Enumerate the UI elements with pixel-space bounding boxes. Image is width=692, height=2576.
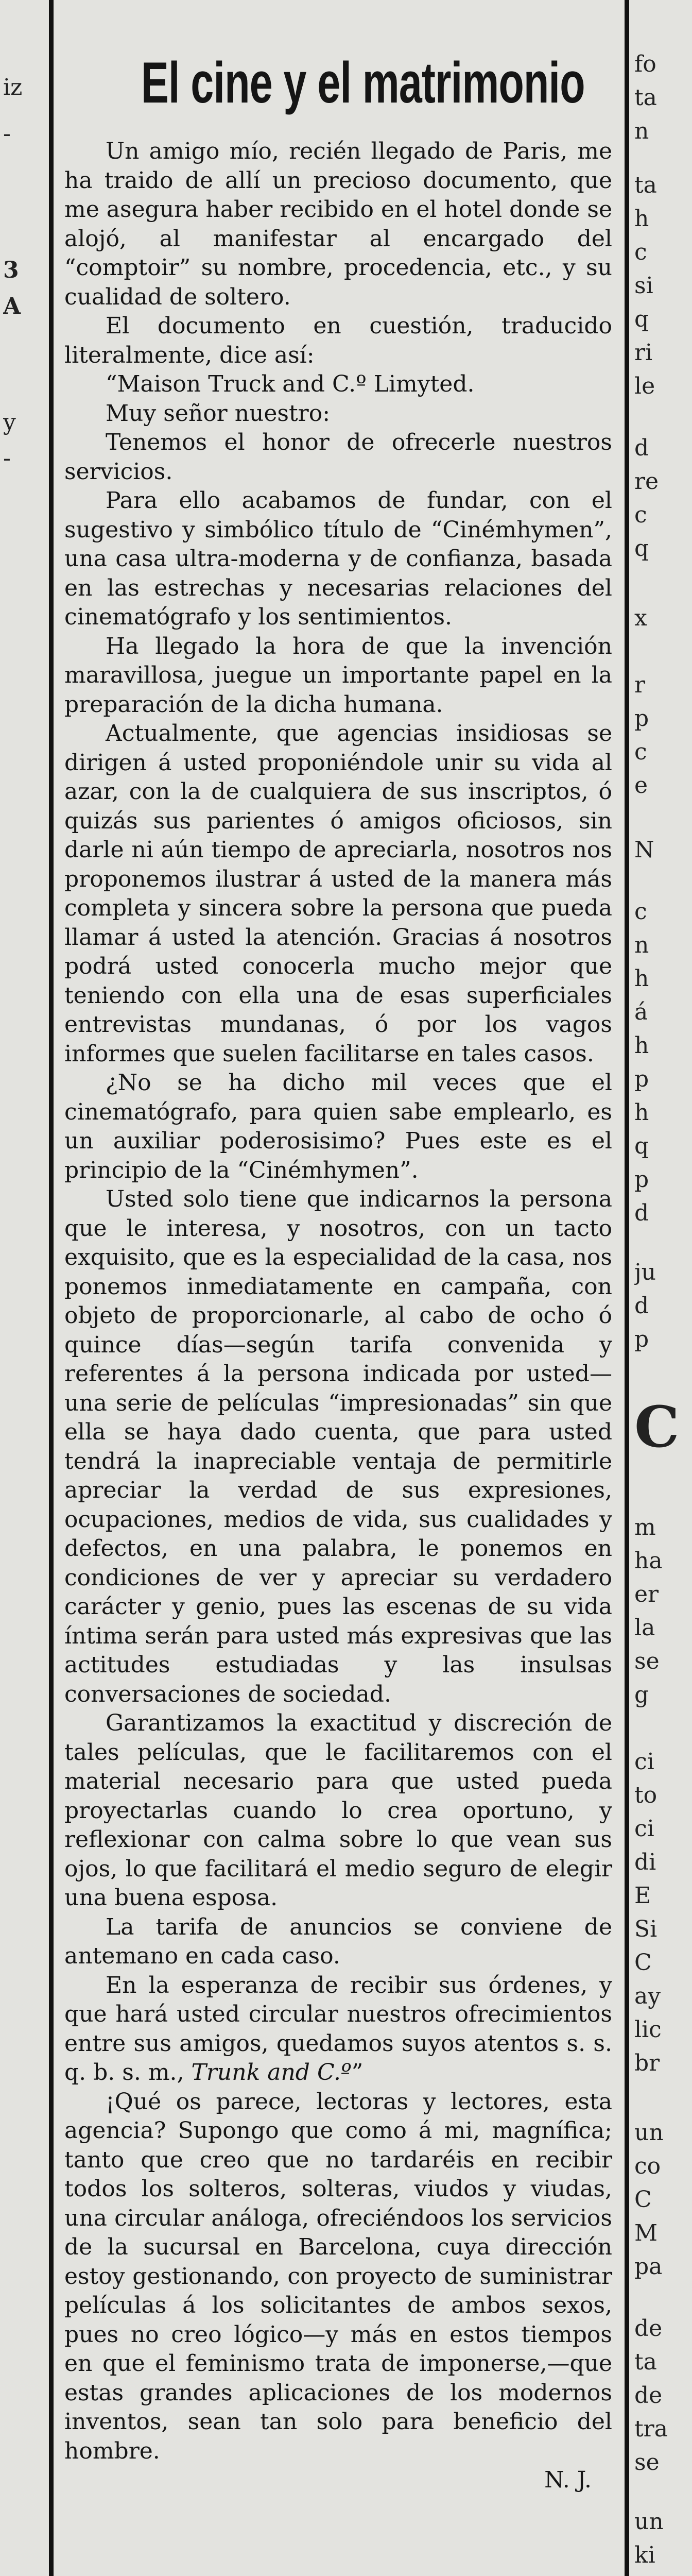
article-paragraph: “Maison Truck and C.º Limyted. xyxy=(106,371,475,397)
left-column-rule xyxy=(49,0,54,2576)
article-paragraph: Muy señor nuestro: xyxy=(106,400,331,427)
right-margin-fragment: la xyxy=(634,1615,655,1641)
article-paragraph: Actualmente, que agencias insidiosas se dirigen á usted proponiéndole unir su vida al azar, con la de cualquiera de sus inscriptos, ó quizás sus parientes ó amigos oficiosos, sin darle ni aún tiempo de apreciarla, nosotros nos proponemos ilustrar á usted de la manera más completa y sincera sobre la persona que pueda llamar á usted la atención. Gracias á nosotros podrá usted conocerla mucho mejor que teniendo con ella una de esas superficiales entrevistas mundanas, ó por los vagos informes que suelen facilitarse en tales casos. xyxy=(64,720,612,1067)
right-margin-fragment: se xyxy=(634,1648,660,1674)
right-margin-fragment: de xyxy=(634,2382,663,2409)
right-margin-fragment: p xyxy=(634,1166,649,1193)
right-margin-fragment: q xyxy=(634,535,649,562)
right-margin-fragment: ci xyxy=(634,1816,654,1842)
right-margin-fragment: d xyxy=(634,435,649,461)
right-margin-fragment: p xyxy=(634,1066,649,1092)
right-margin-fragment: ay xyxy=(634,1983,661,2009)
right-margin-fragment: ki xyxy=(634,2542,655,2568)
right-margin-fragment: c xyxy=(634,502,647,528)
right-margin-fragment: r xyxy=(634,672,646,698)
left-margin-fragment: - xyxy=(3,445,11,471)
right-margin-fragment: h xyxy=(634,206,649,232)
right-margin-fragment: Si xyxy=(634,1916,658,1942)
article-title: El cine y el matrimonio xyxy=(141,50,585,115)
right-margin-fragment: C xyxy=(634,1396,680,1458)
right-margin-fragment: p xyxy=(634,705,649,732)
right-margin-fragment: M xyxy=(634,2220,658,2246)
right-margin-fragment: pa xyxy=(634,2253,663,2280)
right-margin-fragment: to xyxy=(634,1782,658,1808)
right-margin-fragment: le xyxy=(634,373,655,399)
company-signature: Trunk and C.º xyxy=(191,2059,352,2086)
right-margin-fragment: ha xyxy=(634,1548,663,1574)
right-margin-fragment: h xyxy=(634,1032,649,1059)
author-signature: N. J. xyxy=(544,2467,592,2493)
right-margin-fragment: e xyxy=(634,772,648,799)
article-paragraph: Un amigo mío, recién llegado de Paris, me ha traido de allí un precioso documento, que me asegura haber recibido en el hotel donde se alojó, al manifestar al encargado del “comptoir” su nombre, procedencia, etc., y su cualidad de soltero. xyxy=(64,138,612,310)
right-margin-fragment: E xyxy=(634,1883,651,1909)
right-margin-fragment: q xyxy=(634,1133,649,1159)
right-column-rule xyxy=(625,0,629,2576)
right-margin-fragment: lic xyxy=(634,2016,662,2043)
right-margin-fragment: br xyxy=(634,2050,660,2076)
article xyxy=(64,49,612,2495)
right-margin-fragment: d xyxy=(634,1293,649,1319)
left-margin-fragment: A xyxy=(3,293,21,319)
article-paragraph: Para ello acabamos de fundar, con el sugestivo y simbólico título de “Cinémhymen”, una casa ultra-moderna y de confianza, basada en las estrechas y necesarias relaciones del cinematógrafo y los sentimientos. xyxy=(64,487,612,630)
right-margin-fragment: c xyxy=(634,739,647,765)
right-margin-fragment: co xyxy=(634,2153,661,2179)
right-margin-fragment: ci xyxy=(634,1749,654,1775)
right-margin-fragment: si xyxy=(634,273,653,299)
right-margin-fragment: n xyxy=(634,932,649,958)
left-margin-fragment: y xyxy=(3,409,16,435)
left-margin-fragment: 3 xyxy=(3,257,19,283)
right-margin-fragment: h xyxy=(634,965,649,992)
left-margin-fragment: - xyxy=(3,121,11,147)
right-margin-fragment: x xyxy=(634,605,647,631)
article-paragraph: ¿No se ha dicho mil veces que el cinematógrafo, para quien sabe emplearlo, es un auxiliar poderosisimo? Pues este es el principio de la “Cinémhymen”. xyxy=(64,1070,612,1183)
right-margin-fragment xyxy=(634,2573,691,2576)
right-margin-fragment: un xyxy=(634,2120,664,2146)
right-margin-fragment: ta xyxy=(634,172,657,198)
right-margin-fragment: C xyxy=(634,2187,652,2213)
right-margin-fragment: q xyxy=(634,306,649,332)
right-margin-fragment: g xyxy=(634,1682,649,1708)
right-margin-fragment: re xyxy=(634,468,659,495)
right-margin-fragment: á xyxy=(634,999,648,1025)
right-margin-fragment: c xyxy=(634,239,647,265)
article-paragraph: Usted solo tiene que indicarnos la persona que le interesa, y nosotros, con un tacto exquisito, que es la especialidad de la casa, nos ponemos inmediatamente en campaña, con objeto de proporcionarle, al cabo de ocho ó quince días—según tarifa convenida y referentes á la persona indicada por usted—una serie de películas “impresionadas” sin que ella se haya dado cuenta, que para usted tendrá la inapreciable ventaja de permitirle apreciar la verdad de sus expresiones, ocupaciones, medios de vida, sus cualidades y defectos, en una palabra, le ponemos en condiciones de ver y apreciar su verdadero carácter y genio, pues las escenas de su vida íntima serán para usted más expresivas que las actitudes estudiadas y las insulsas conversaciones de sociedad. xyxy=(64,1186,612,1707)
right-margin-fragment: c xyxy=(634,899,647,925)
closing-quote: ” xyxy=(351,2059,364,2086)
right-margin-fragment: n xyxy=(634,118,649,144)
right-margin-fragment: N xyxy=(634,837,654,863)
right-margin-fragment: ju xyxy=(634,1259,656,1285)
article-closing-paragraph xyxy=(64,1971,612,2088)
right-margin-fragment: C xyxy=(634,1950,652,1976)
right-margin-fragment: ta xyxy=(634,2349,657,2375)
right-margin-fragment: p xyxy=(634,1326,649,1352)
right-margin-fragment: tra xyxy=(634,2416,668,2442)
right-margin-fragment: fo xyxy=(634,51,656,77)
right-margin-fragment: ri xyxy=(634,340,653,366)
right-margin-fragment: h xyxy=(634,1099,649,1126)
left-margin-fragment: iz xyxy=(3,74,23,100)
article-paragraph: Tenemos el honor de ofrecerle nuestros servicios. xyxy=(64,429,612,485)
right-margin-fragment: er xyxy=(634,1581,659,1607)
article-paragraph: ¡Qué os parece, lectoras y lectores, esta agencia? Supongo que como á mi, magnífica; tanto que creo que no tardaréis en recibir todos los solteros, solteras, viudos y viudas, una circular análoga, ofreciéndoos los servicios de la sucursal en Barcelona, cuya dirección estoy gestionando, con proyecto de suministrar películas á los solicitantes de ambos sexos, pues no creo lógico—y más en estos tiempos en que el feminismo trata de imponerse,—que estas grandes aplicaciones de los modernos inventos, sean tan solo para beneficio del hombre. xyxy=(64,2088,612,2464)
article-paragraph: La tarifa de anuncios se conviene de antemano en cada caso. xyxy=(64,1913,612,1969)
right-margin-fragment: se xyxy=(634,2449,660,2476)
article-paragraph: El documento en cuestión, traducido literalmente, dice así: xyxy=(64,313,612,368)
right-margin-fragment: un xyxy=(634,2509,664,2535)
right-margin-fragment: ta xyxy=(634,84,657,111)
right-margin-fragment: de xyxy=(634,2315,663,2342)
article-paragraph: Garantizamos la exactitud y discreción de tales películas, que le facilitaremos con el material necesario para que usted pueda proyectarlas cuando lo crea oportuno, y reflexionar con calma sobre lo que vean sus ojos, lo que facilitará el medio seguro de elegir una buena esposa. xyxy=(64,1710,612,1911)
right-margin-fragment: di xyxy=(634,1849,656,1875)
right-margin-fragment: m xyxy=(634,1514,656,1540)
article-paragraph: Ha llegado la hora de que la invención maravillosa, juegue un importante papel en la preparación de la dicha humana. xyxy=(64,633,612,718)
right-margin-fragment: d xyxy=(634,1200,649,1226)
closing-text: En la esperanza de recibir sus órdenes, y que hará usted circular nuestros ofrecimientos entre sus amigos, quedamos suyos atentos s. s. q. b. s. m., xyxy=(64,1972,612,2086)
